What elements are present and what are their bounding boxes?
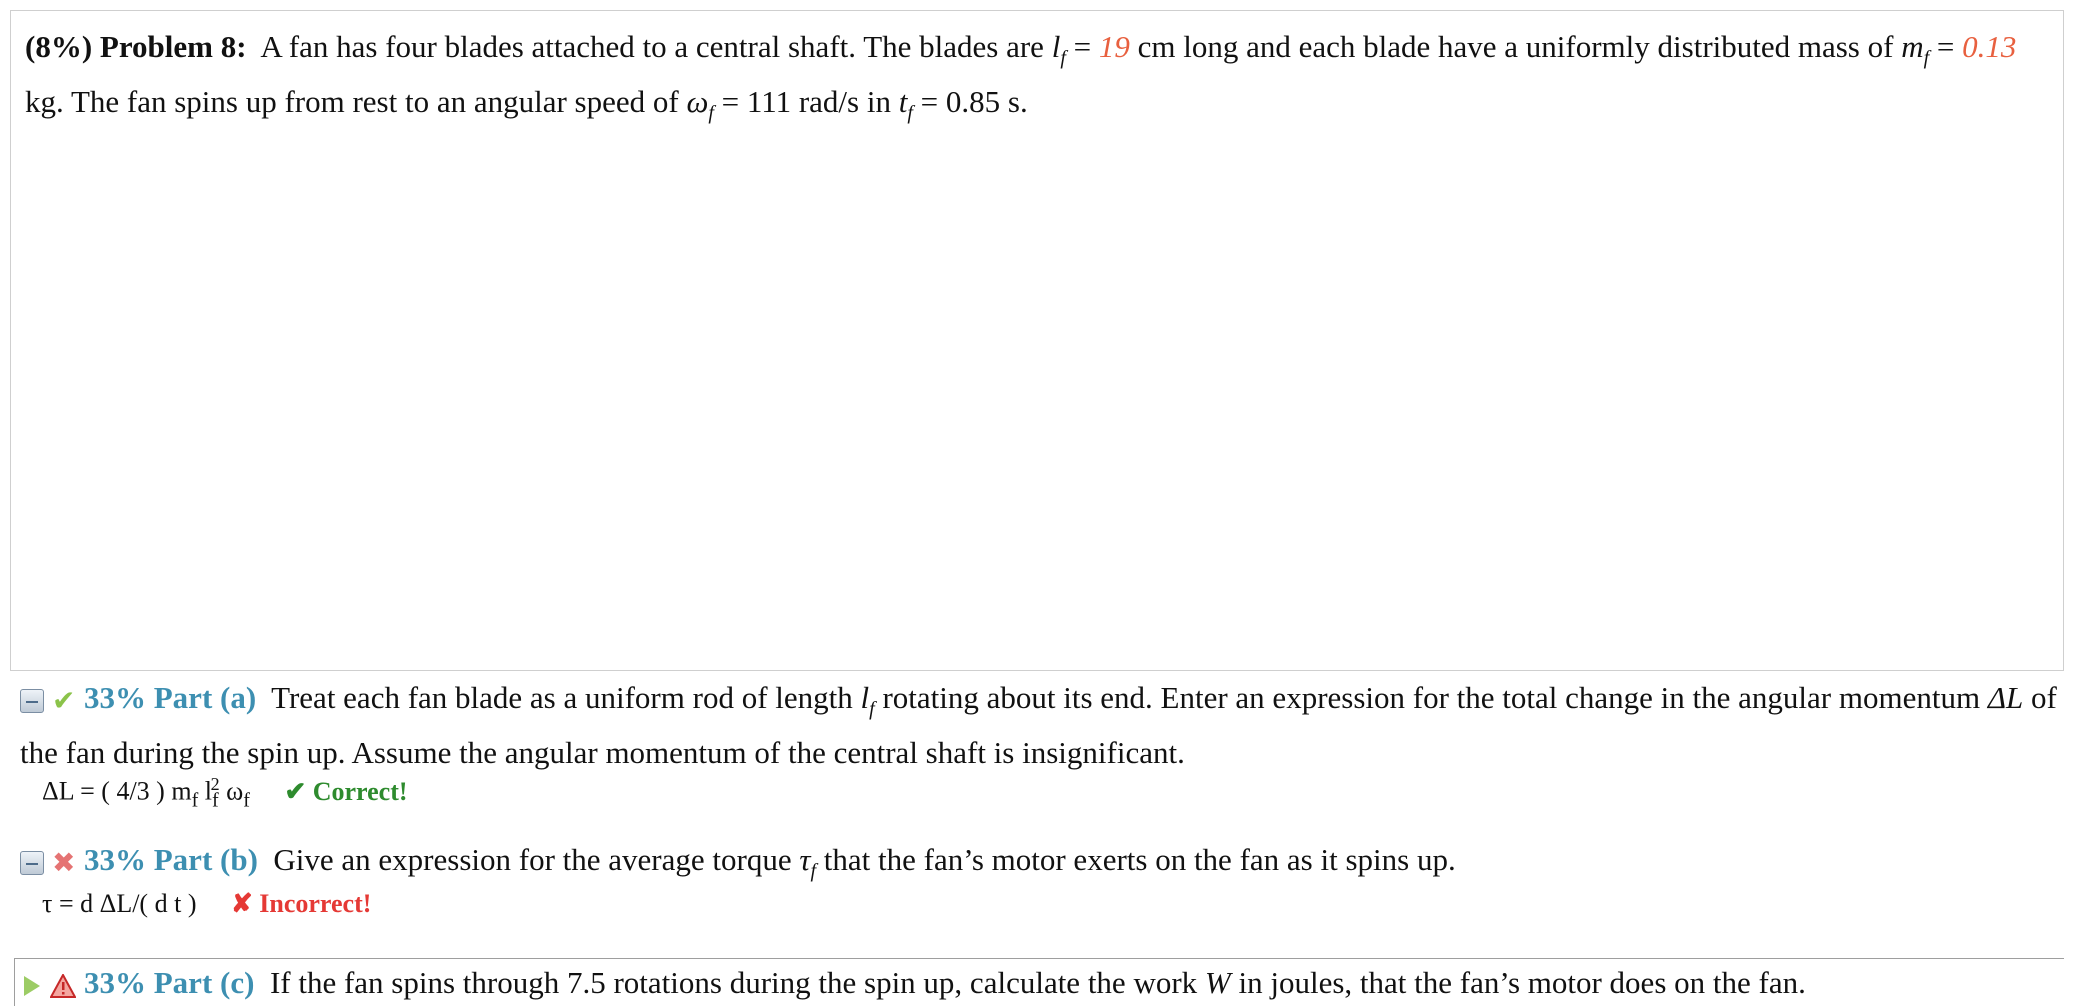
part-b-head[interactable]: 33% Part (b) [84,842,258,877]
part-c-text-2: in joules, that the fan’s motor does on the fan. [1230,965,1806,1000]
problem-statement [25,25,2055,135]
answer-a-prefix: ΔL = ( 4/3 ) m [42,776,192,806]
answer-a-sub-m: f [191,789,199,812]
answer-a-sub-l: f [211,789,219,812]
tau-sub: f [810,860,817,882]
part-a [20,676,2060,774]
part-a-text-1: Treat each fan blade as a uniform rod of length [271,680,861,715]
answer-a-omega: ω [219,776,244,806]
answer-a-sup: 2 [210,774,220,794]
tau-var: τ [799,842,811,877]
answer-b: τ = d ΔL/( d t ) [42,889,197,918]
omega-value: = 111 rad/s in [713,84,899,119]
blade-length-sub: f [869,698,875,720]
part-b-text-1: Give an expression for the average torque [273,842,800,877]
part-c-text-1: If the fan spins through 7.5 rotations during the spin up, calculate the work [269,965,1205,1000]
problem-percent: (8%) [25,29,93,64]
mass-sub: f [1923,47,1930,69]
time-value: = 0.85 s. [912,84,1028,119]
time-sub: f [907,102,913,124]
omega-sub: f [708,102,714,124]
answer-a-l: l [198,776,212,806]
equals-sign: = [1065,29,1099,64]
part-b-text-2: that the fan’s motor exerts on the fan as it spins up. [816,842,1456,877]
collapse-icon[interactable] [20,689,44,713]
check-icon: ✔ [52,683,76,717]
blade-length-var: l [860,680,870,715]
problem-text-2: cm long and each blade have a uniformly distributed mass of [1129,29,1902,64]
play-icon[interactable] [24,976,40,996]
omega-var: ω [686,84,709,119]
warning-icon [50,974,76,998]
answer-a-sub-omega: f [243,789,250,812]
part-b-answer [42,886,371,922]
problem-panel [10,10,2064,670]
status-badge-incorrect: ✘ Incorrect! [230,889,372,918]
mass-var: m [1901,29,1924,64]
time-var: t [898,84,908,119]
x-icon: ✖ [52,845,76,879]
blade-length-sub: f [1060,47,1066,69]
problem-text-1: A fan has four blades attached to a central shaft. The blades are [260,29,1052,64]
mass-value: 0.13 [1962,29,2017,64]
part-c [20,961,2060,1004]
part-a-text-3: of the fan during the spin up. Assume the angular momentum of the central shaft is insignificant. [20,680,2057,770]
problem-label: Problem 8: [99,29,247,64]
part-a-head[interactable]: 33% Part (a) [84,680,257,715]
blade-length-var: l [1051,29,1061,64]
status-badge-correct: ✔ Correct! [284,776,408,806]
problem-text-3: kg. The fan spins up from rest to an angular speed of [25,84,687,119]
collapse-icon[interactable] [20,851,44,875]
work-var: W [1204,965,1231,1000]
blade-length-value: 19 [1098,29,1130,64]
delta-l-var: ΔL [1987,680,2024,715]
part-a-answer [42,766,408,819]
divider [10,670,2064,671]
part-c-head[interactable]: 33% Part (c) [84,965,255,1000]
part-b [20,838,2060,893]
equals-sign: = [1929,29,1963,64]
part-a-text-2: rotating about its end. Enter an expression for the total change in the angular momentum [874,680,1988,715]
